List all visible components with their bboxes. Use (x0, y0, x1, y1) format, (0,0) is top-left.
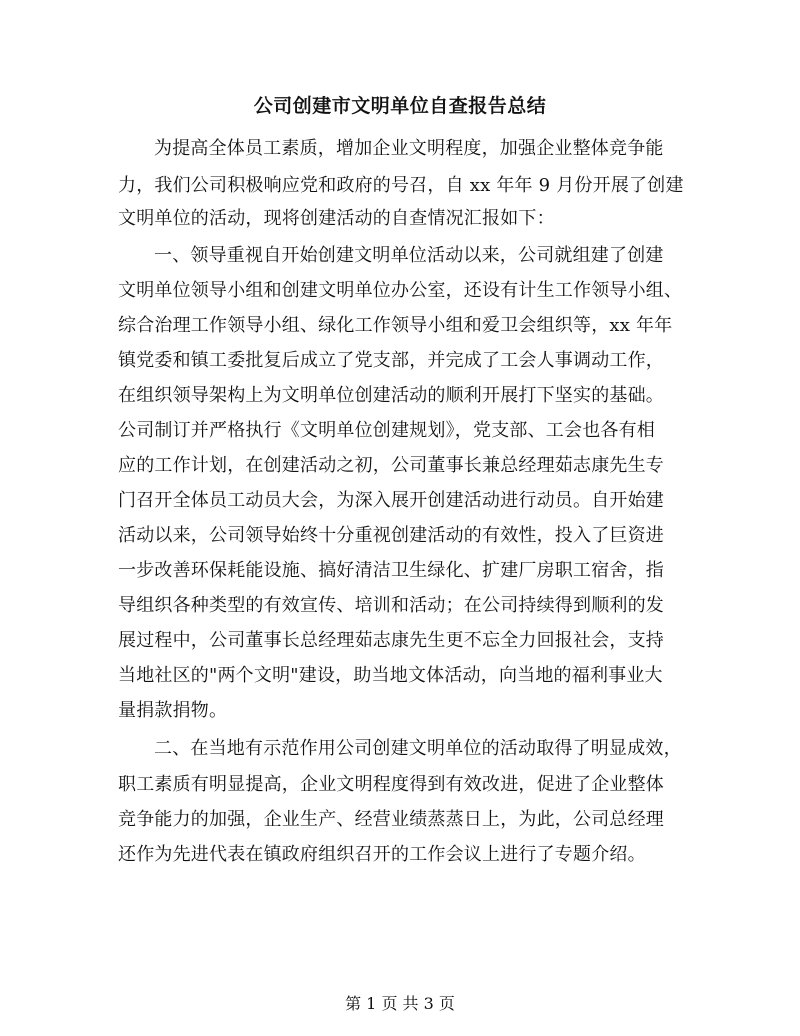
paragraph-3-line-2: 职工素质有明显提高，企业文明程度得到有效改进，促进了企业整体 (118, 774, 664, 795)
page-footer: 第 1 页 共 3 页 (345, 994, 455, 1013)
paragraph-2-line-14: 量捐款捐物。 (118, 700, 228, 721)
paragraph-2-line-12: 展过程中，公司董事长总经理茹志康先生更不忘全力回报社会，支持 (118, 630, 664, 651)
paragraph-2-line-2: 文明单位领导小组和创建文明单位办公室，还设有计生工作领导小组、 (118, 280, 683, 301)
paragraph-2-line-1: 一、领导重视自开始创建文明单位活动以来，公司就组建了创建 (154, 245, 664, 266)
paragraph-2-line-7: 应的工作计划，在创建活动之初，公司董事长兼总经理茹志康先生专 (118, 455, 664, 476)
paragraph-1-line-2: 力，我们公司积极响应党和政府的号召，自 xx 年年 9 月份开展了创建 (118, 175, 684, 196)
paragraph-3-line-1: 二、在当地有示范作用公司创建文明单位的活动取得了明显成效， (154, 738, 682, 759)
paragraph-2-line-11: 导组织各种类型的有效宣传、培训和活动；在公司持续得到顺利的发 (118, 595, 664, 616)
document-title: 公司创建市文明单位自查报告总结 (253, 95, 547, 117)
paragraph-2-line-5: 在组织领导架构上为文明单位创建活动的顺利开展打下坚实的基础。 (118, 385, 664, 406)
paragraph-2-line-4: 镇党委和镇工委批复后成立了党支部，并完成了工会人事调动工作， (118, 350, 664, 371)
paragraph-2-line-6: 公司制订并严格执行《文明单位创建规划》，党支部、工会也各有相 (118, 420, 655, 441)
paragraph-3-line-4: 还作为先进代表在镇政府组织召开的工作会议上进行了专题介绍。 (118, 844, 646, 865)
paragraph-2-line-13: 当地社区的"两个文明"建设，助当地文体活动，向当地的福利事业大 (118, 665, 663, 686)
paragraph-3-line-3: 竞争能力的加强，企业生产、经营业绩蒸蒸日上，为此，公司总经理 (118, 809, 664, 830)
paragraph-2-line-10: 一步改善环保耗能设施、搞好清洁卫生绿化、扩建厂房职工宿舍，指 (118, 560, 664, 581)
paragraph-1-line-3: 文明单位的活动，现将创建活动的自查情况汇报如下： (118, 208, 555, 229)
paragraph-2-line-3: 综合治理工作领导小组、绿化工作领导小组和爱卫会组织等，xx 年年 (118, 315, 673, 336)
paragraph-2-line-8: 门召开全体员工动员大会，为深入展开创建活动进行动员。自开始建 (118, 490, 664, 511)
paragraph-2-line-9: 活动以来，公司领导始终十分重视创建活动的有效性，投入了巨资进 (118, 525, 664, 546)
paragraph-1-line-1: 为提高全体员工素质，增加企业文明程度，加强企业整体竞争能 (154, 138, 664, 159)
